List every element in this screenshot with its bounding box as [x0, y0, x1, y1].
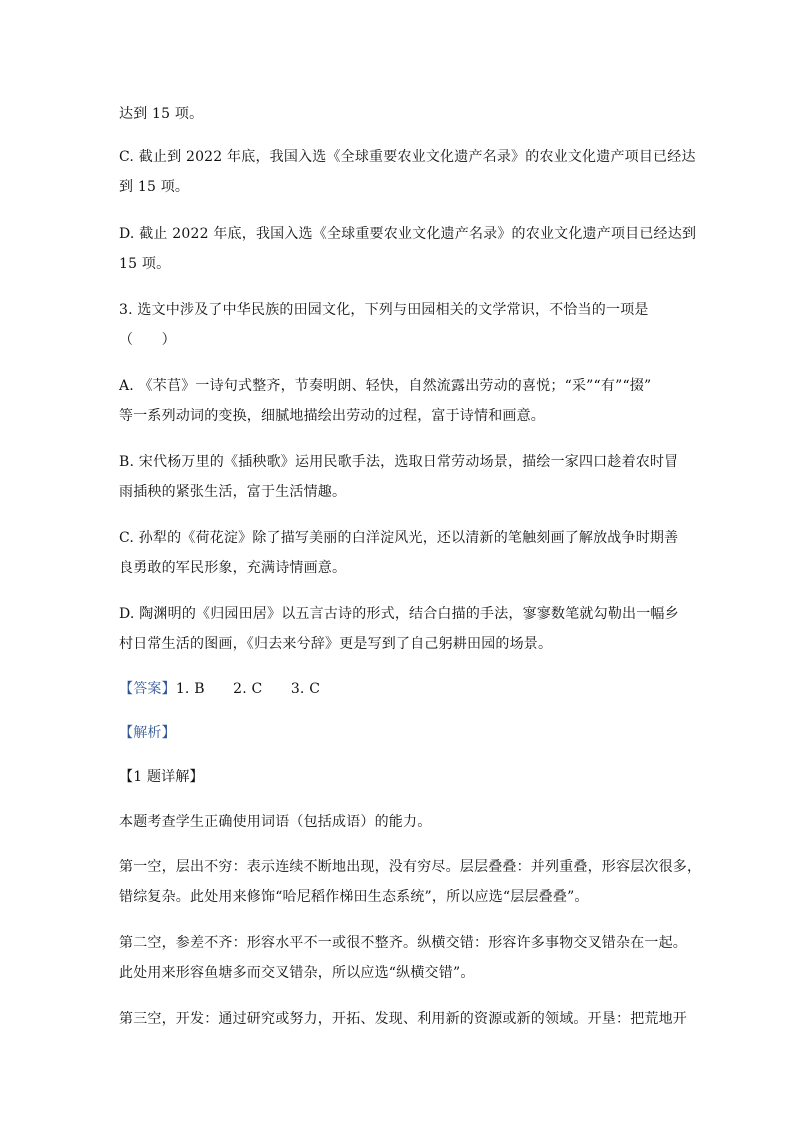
analysis-intro: 本题考查学生正确使用词语（包括成语）的能力。 — [119, 814, 432, 830]
q3-option-d-line-2: 村日常生活的图画，《归去来兮辞》更是写到了自己躬耕田园的场景。 — [119, 636, 553, 652]
answer-text: 1. B 2. C 3. C — [175, 681, 321, 697]
answer-label: 【答案】 — [119, 681, 176, 697]
question-3-bracket: （ ） — [119, 332, 176, 348]
answer-line — [119, 679, 320, 699]
option-d-line-1: D. 截止 2022 年底，我国入选《全球重要农业文化遗产名录》的农业文化遗产项目已经达到 — [119, 226, 697, 242]
blank-2-line-2: 此处用来形容鱼塘多而交叉错杂，所以应选“纵横交错”。 — [119, 965, 475, 981]
blank-1-line-1: 第一空，层出不穷：表示连续不断地出现，没有穷尽。层层叠叠：并列重叠，形容层次很多， — [119, 859, 702, 875]
q3-option-b-line-2: 雨插秧的紧张生活，富于生活情趣。 — [119, 484, 347, 500]
q3-option-d-line-1: D. 陶渊明的《归园田居》以五言古诗的形式，结合白描的手法，寥寥数笔就勾勒出一幅乡 — [119, 606, 679, 622]
option-c-line-1: C. 截止到 2022 年底，我国入选《全球重要农业文化遗产名录》的农业文化遗产项目已经达 — [119, 149, 696, 165]
q3-option-b-line-1: B. 宋代杨万里的《插秧歌》运用民歌手法，选取日常劳动场景，描绘一家四口趁着农时冒 — [119, 454, 679, 470]
option-c-line-2: 到 15 项。 — [119, 179, 190, 195]
q3-option-a-line-2: 等一系列动词的变换，细腻地描绘出劳动的过程，富于诗情和画意。 — [119, 408, 545, 424]
q3-option-a-line-1: A. 《芣苢》一诗句式整齐，节奏明朗、轻快，自然流露出劳动的喜悦；“采”“有”“掇” — [119, 378, 652, 394]
text-line: 达到 15 项。 — [119, 106, 204, 122]
question-3-stem: 3. 选文中涉及了中华民族的田园文化，下列与田园相关的文学常识，不恰当的一项是 — [119, 302, 649, 318]
q3-option-c-line-2: 良勇敢的军民形象，充满诗情画意。 — [119, 560, 347, 576]
blank-2-line-1: 第二空，参差不齐：形容水平不一或很不整齐。纵横交错：形容许多事物交叉错杂在一起。 — [119, 935, 687, 951]
blank-3-line-1: 第三空，开发：通过研究或努力，开拓、发现、利用新的资源或新的领域。开垦：把荒地开 — [119, 1011, 687, 1027]
analysis-label: 【解析】 — [119, 725, 176, 741]
blank-1-line-2: 错综复杂。此处用来修饰“哈尼稻作梯田生态系统”，所以应选“层层叠叠”。 — [119, 889, 589, 905]
option-d-line-2: 15 项。 — [119, 256, 171, 272]
detail-label: 【1 题详解】 — [119, 769, 204, 785]
q3-option-c-line-1: C. 孙犁的《荷花淀》除了描写美丽的白洋淀风光，还以清新的笔触刻画了解放战争时期善 — [119, 530, 679, 546]
